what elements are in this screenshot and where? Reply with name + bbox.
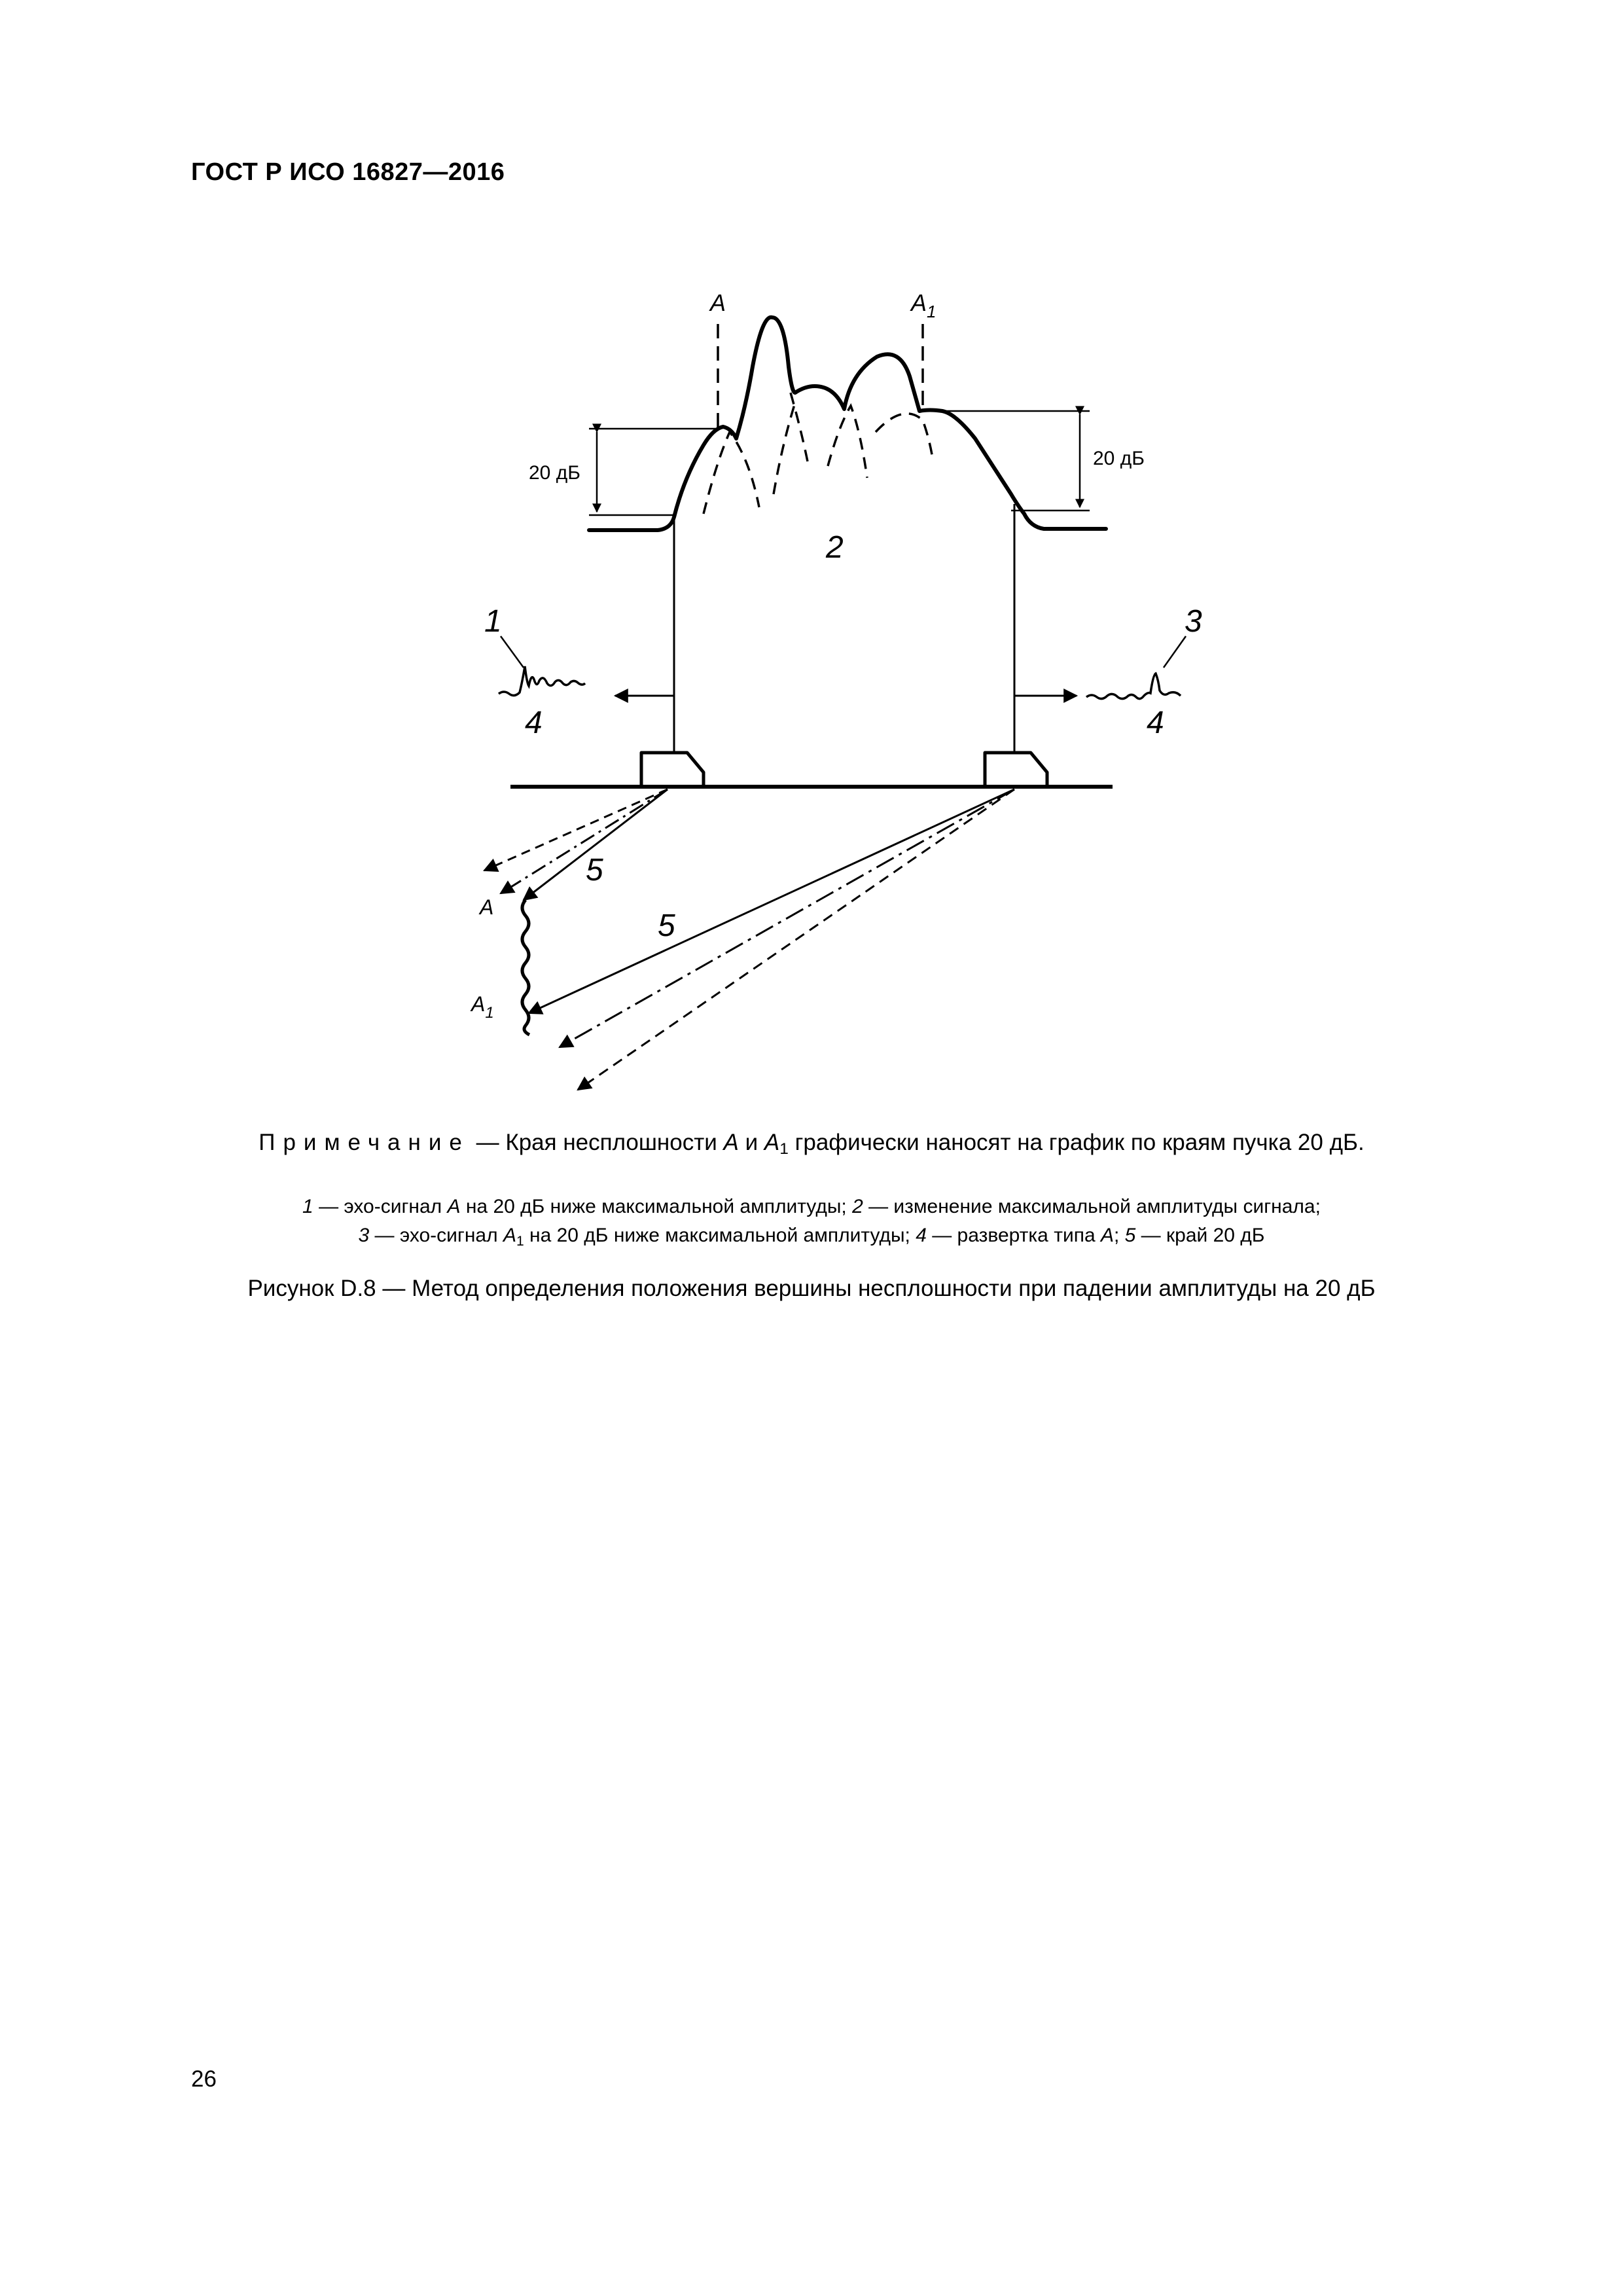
figure-legend — [0, 1193, 1623, 1250]
label-db-left: 20 дБ — [529, 462, 580, 484]
beam-right-dashed — [578, 789, 1014, 1090]
beam-left-dashed — [484, 789, 668, 870]
beam-right-solid — [529, 789, 1014, 1013]
beam-right-dashdot — [560, 789, 1014, 1047]
label-2: 2 — [826, 530, 844, 565]
figure-diagram — [0, 0, 1623, 1126]
page-number: 26 — [191, 2066, 217, 2092]
label-5-right: 5 — [658, 908, 675, 943]
label-a-top: A — [710, 289, 726, 316]
max-amplitude-envelope — [589, 317, 1106, 530]
a-scan-right — [1086, 673, 1181, 699]
label-3: 3 — [1185, 604, 1202, 639]
discontinuity — [522, 900, 529, 1035]
figure-caption: Рисунок D.8 — Метод определения положения вершины несплошности при падении амплитуды на 20 дБ — [247, 1276, 1376, 1301]
probe-left — [641, 753, 704, 787]
legend-line-1: 1 — эхо-сигнал A на 20 дБ ниже максимальной амплитуды; 2 — изменение максимальной амплитуды сигнала; — [302, 1196, 1321, 1217]
beam-left-dashdot — [501, 789, 668, 893]
label-4-right: 4 — [1147, 706, 1164, 740]
label-a-bottom: A — [480, 895, 494, 919]
label-5-left: 5 — [586, 853, 603, 888]
label-1: 1 — [484, 604, 502, 639]
probe-right — [985, 753, 1047, 787]
document-header: ГОСТ Р ИСО 16827—2016 — [191, 158, 505, 186]
label-a1-bottom: $A_1$ — [471, 992, 494, 1022]
figure-note: Примечание — Края несплошности A и $A_1$ графически наносят на график по краям пучка 20 дБ. — [259, 1130, 1364, 1158]
label-db-right: 20 дБ — [1093, 448, 1145, 469]
a-scan-left — [499, 666, 585, 696]
label-a1-top: $A_1$ — [911, 289, 936, 321]
dashed-echo-curves — [704, 393, 933, 514]
legend-line-2: 3 — эхо-сигнал $A_1$ на 20 дБ ниже максимальной амплитуды; 4 — развертка типа A; 5 — край 20 дБ — [358, 1225, 1265, 1249]
label-4-left: 4 — [525, 706, 543, 740]
